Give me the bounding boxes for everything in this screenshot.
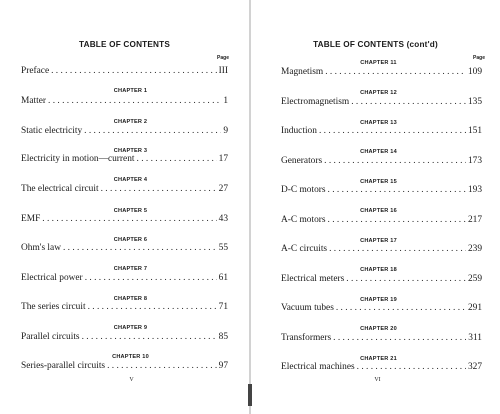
dot-leader — [48, 96, 221, 107]
chapter-label: CHAPTER 11 — [360, 60, 397, 66]
entry-page-number: 217 — [467, 215, 482, 225]
dot-leader — [319, 126, 466, 137]
dot-leader — [324, 156, 466, 167]
entry-title: Series-parallel circuits — [21, 361, 106, 371]
dot-leader — [333, 333, 466, 344]
entry-page-number: 1 — [223, 96, 228, 106]
dot-leader — [51, 66, 217, 77]
chapter-label: CHAPTER 3 — [113, 148, 148, 154]
dot-leader — [357, 362, 466, 373]
entry-page-number: 17 — [218, 154, 228, 164]
toc-entry[interactable] — [281, 333, 482, 344]
entry-title: The electrical circuit — [21, 184, 99, 194]
chapter-label: CHAPTER 2 — [113, 119, 148, 125]
entry-title: Transformers — [281, 333, 332, 343]
chapter-label: CHAPTER 8 — [113, 296, 148, 302]
entry-title: Induction — [281, 126, 317, 136]
dot-leader — [84, 126, 221, 137]
chapter-label: CHAPTER 1 — [113, 88, 148, 94]
entry-page-number: 239 — [467, 244, 482, 254]
entry-title: Static electricity — [21, 126, 83, 136]
dot-leader — [328, 185, 466, 196]
entry-page-number: 43 — [218, 214, 228, 224]
chapter-label: CHAPTER 6 — [113, 237, 148, 243]
dot-leader — [325, 67, 466, 78]
chapter-label: CHAPTER 13 — [360, 120, 397, 126]
chapter-label: CHAPTER 21 — [360, 356, 397, 362]
dot-leader — [63, 243, 217, 254]
dot-leader — [85, 273, 217, 284]
entry-title: Matter — [21, 96, 46, 106]
toc-entry[interactable] — [281, 303, 482, 314]
toc-entry[interactable] — [21, 126, 228, 137]
entry-page-number: 291 — [467, 303, 482, 313]
chapter-label: CHAPTER 18 — [360, 267, 397, 273]
toc-entry[interactable] — [21, 332, 228, 343]
entry-title: Generators — [281, 156, 323, 166]
left-page — [0, 0, 249, 414]
toc-entry[interactable] — [281, 274, 482, 285]
entry-title: Parallel circuits — [21, 332, 80, 342]
page-title: TABLE OF CONTENTS (cont'd) — [313, 40, 438, 49]
toc-entry[interactable] — [21, 302, 228, 313]
chapter-label: CHAPTER 4 — [113, 177, 148, 183]
entry-page-number: 311 — [468, 333, 482, 343]
toc-entry[interactable] — [21, 273, 228, 284]
entry-title: Vacuum tubes — [281, 303, 334, 313]
chapter-label: CHAPTER 9 — [113, 325, 148, 331]
entry-page-number: 71 — [218, 302, 228, 312]
entry-page-number: 9 — [223, 126, 228, 136]
dot-leader — [346, 274, 466, 285]
dot-leader — [336, 303, 466, 314]
toc-entry[interactable] — [281, 156, 482, 167]
entry-title: A-C circuits — [281, 244, 328, 254]
toc-entry[interactable] — [281, 362, 482, 373]
entry-page-number: 97 — [218, 361, 228, 371]
entry-page-number: 327 — [467, 362, 482, 372]
page-folio: V — [129, 377, 134, 383]
dot-leader — [107, 361, 217, 372]
entry-page-number: 259 — [467, 274, 482, 284]
toc-entry[interactable] — [21, 154, 228, 165]
entry-title: Electrical power — [21, 273, 83, 283]
page-column-label: Page — [217, 55, 229, 61]
chapter-label: CHAPTER 7 — [113, 266, 148, 272]
toc-entry[interactable] — [281, 185, 482, 196]
entry-page-number: 85 — [218, 332, 228, 342]
chapter-label: CHAPTER 17 — [360, 238, 397, 244]
entry-page-number: 55 — [218, 243, 228, 253]
entry-page-number: 135 — [467, 97, 482, 107]
toc-entry[interactable] — [281, 244, 482, 255]
entry-title: D-C motors — [281, 185, 326, 195]
dot-leader — [88, 302, 217, 313]
chapter-label: CHAPTER 16 — [360, 208, 397, 214]
toc-entry[interactable] — [21, 96, 228, 107]
toc-entry[interactable] — [21, 361, 228, 372]
toc-entry[interactable] — [21, 66, 228, 77]
dot-leader — [101, 184, 217, 195]
entry-page-number: 151 — [467, 126, 482, 136]
toc-entry[interactable] — [281, 126, 482, 137]
chapter-label: CHAPTER 10 — [112, 354, 149, 360]
entry-page-number: 193 — [467, 185, 482, 195]
right-page — [251, 0, 500, 414]
chapter-label: CHAPTER 14 — [360, 149, 397, 155]
entry-title: Magnetism — [281, 67, 324, 77]
entry-page-number: 173 — [467, 156, 482, 166]
toc-entry[interactable] — [281, 67, 482, 78]
entry-title: Electrical machines — [281, 362, 355, 372]
entry-page-number: III — [218, 66, 228, 76]
dot-leader — [328, 215, 466, 226]
entry-title: EMF — [21, 214, 41, 224]
entry-title: Ohm's law — [21, 243, 61, 253]
toc-entry[interactable] — [21, 184, 228, 195]
entry-page-number: 61 — [218, 273, 228, 283]
page-title: TABLE OF CONTENTS — [78, 40, 171, 49]
chapter-label: CHAPTER 19 — [360, 297, 397, 303]
entry-title: Electricity in motion—current — [21, 154, 135, 164]
dot-leader — [42, 214, 216, 225]
entry-title: Electrical meters — [281, 274, 345, 284]
chapter-label: CHAPTER 20 — [360, 326, 397, 332]
dot-leader — [137, 154, 217, 165]
entry-page-number: 109 — [467, 67, 482, 77]
dot-leader — [329, 244, 466, 255]
entry-title: A-C motors — [281, 215, 326, 225]
entry-title: Electromagnetism — [281, 97, 350, 107]
page-column-label: Page — [473, 55, 485, 61]
entry-title: Preface — [21, 66, 50, 76]
entry-title: The series circuit — [21, 302, 86, 312]
entry-page-number: 27 — [218, 184, 228, 194]
dot-leader — [82, 332, 217, 343]
toc-entry[interactable] — [281, 215, 482, 226]
chapter-label: CHAPTER 5 — [113, 208, 148, 214]
chapter-label: CHAPTER 15 — [360, 179, 397, 185]
chapter-label: CHAPTER 12 — [360, 90, 397, 96]
dot-leader — [351, 97, 466, 108]
page-folio: VI — [374, 377, 381, 383]
toc-entry[interactable] — [281, 97, 482, 108]
toc-entry[interactable] — [21, 214, 228, 225]
toc-entry[interactable] — [21, 243, 228, 254]
